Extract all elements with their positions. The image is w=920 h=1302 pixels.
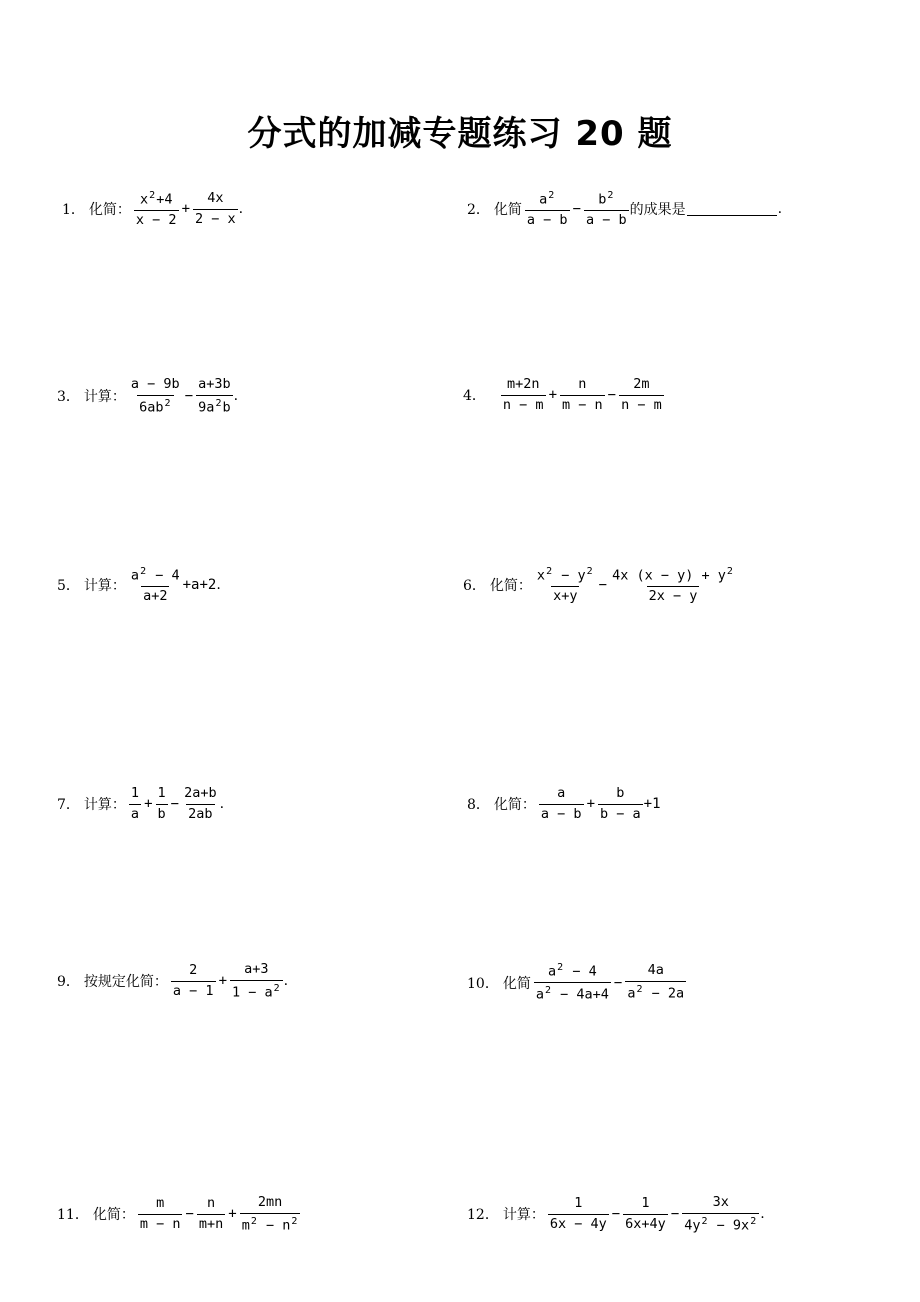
problem-number: 11． xyxy=(57,1207,89,1224)
period: . xyxy=(283,973,289,990)
period: . xyxy=(219,796,225,813)
fraction: $\frac{n}{m - n}$ xyxy=(562,376,603,413)
problem-tail: 的成果是 xyxy=(629,202,686,219)
problem-label: 计算： xyxy=(83,389,126,406)
problem-1 xyxy=(62,190,243,229)
problem-tail: +a+2 xyxy=(182,577,217,594)
plus-operator: + xyxy=(181,201,190,218)
problem-label: 化简： xyxy=(493,797,536,814)
problem-label: 化简： xyxy=(88,202,131,219)
fraction: $\frac{n}{m+n}$ xyxy=(198,1195,224,1232)
period: . xyxy=(760,1206,765,1223)
fraction: $\frac{2mn}{m^2 - n^2}$ xyxy=(240,1195,301,1234)
minus-operator: − xyxy=(670,1206,680,1223)
problem-label: 计算： xyxy=(83,797,126,814)
answer-blank[interactable] xyxy=(687,203,777,216)
minus-operator: − xyxy=(611,1206,621,1223)
fraction: $\frac{x^2+4}{x - 2}$ xyxy=(135,190,177,229)
problem-2 xyxy=(467,190,782,229)
fraction: $\frac{4x (x - y) + y^2}{2x - y}$ xyxy=(612,566,733,605)
fraction: $\frac{1}{6x+4y}$ xyxy=(625,1195,666,1232)
fraction: $\frac{a - 9b}{6ab^2}$ xyxy=(130,376,180,416)
problem-label: 计算： xyxy=(502,1207,545,1224)
problem-tail: +1 xyxy=(643,796,661,813)
problem-11 xyxy=(57,1195,301,1234)
problem-label: 按规定化简： xyxy=(83,974,168,991)
fraction: $\frac{a+3}{1 - a^2}$ xyxy=(230,962,283,1001)
problem-4 xyxy=(463,377,665,413)
fraction: $\frac{a+3b}{9a^2b}$ xyxy=(198,376,231,416)
problem-number: 9． xyxy=(57,974,80,991)
minus-operator: − xyxy=(598,577,608,594)
plus-operator: + xyxy=(548,387,557,404)
problem-number: 1． xyxy=(62,202,85,219)
problem-number: 5． xyxy=(57,578,80,595)
minus-operator: − xyxy=(184,388,194,405)
fraction: $\frac{1}{b}$ xyxy=(157,785,166,822)
fraction: $\frac{b}{b - a}$ xyxy=(600,785,641,822)
problem-label: 化简 xyxy=(493,202,522,219)
problem-6 xyxy=(463,566,737,605)
fraction: $\frac{2}{a - 1}$ xyxy=(172,962,214,999)
period: . xyxy=(216,577,221,594)
problem-3 xyxy=(57,377,238,416)
period: . xyxy=(777,201,783,218)
problem-label: 化简： xyxy=(489,578,532,595)
problem-label: 化简： xyxy=(92,1207,135,1224)
problem-number: 6． xyxy=(463,578,486,595)
problem-number: 12． xyxy=(467,1207,499,1224)
plus-operator: + xyxy=(228,1206,237,1223)
fraction: $\frac{m}{m - n}$ xyxy=(139,1195,181,1232)
fraction: $\frac{m+2n}{n - m}$ xyxy=(502,376,544,413)
plus-operator: + xyxy=(218,973,227,990)
page-title: 分式的加减专题练习 20 题 xyxy=(247,114,673,154)
problem-8 xyxy=(467,786,661,822)
problem-label: 化简 xyxy=(502,975,531,992)
fraction: $\frac{b^2}{a - b}$ xyxy=(586,190,627,229)
fraction: $\frac{1}{6x - 4y}$ xyxy=(549,1195,607,1232)
fraction: $\frac{2m}{n - m}$ xyxy=(621,376,662,413)
minus-operator: − xyxy=(607,387,617,404)
minus-operator: − xyxy=(185,1206,194,1223)
fraction: $\frac{a^2 - 4}{a^2 - 4a+4}$ xyxy=(535,962,609,1003)
problem-number: 4． xyxy=(463,388,486,405)
problem-number: 10． xyxy=(467,975,499,992)
fraction: $\frac{1}{a}$ xyxy=(130,785,140,822)
problem-12 xyxy=(467,1195,765,1234)
problem-5 xyxy=(57,566,221,605)
minus-operator: − xyxy=(572,201,581,218)
problem-number: 2． xyxy=(467,202,490,219)
fraction: $\frac{3x}{4y^2 - 9x^2}$ xyxy=(682,1195,759,1234)
fraction: $\frac{4a}{a^2 - 2a}$ xyxy=(627,962,685,1002)
problem-10 xyxy=(467,962,687,1003)
period: . xyxy=(238,201,244,218)
minus-operator: − xyxy=(170,796,180,813)
problem-7 xyxy=(57,786,224,822)
fraction: $\frac{x^2 - y^2}{x+y}$ xyxy=(536,566,593,605)
problem-number: 3． xyxy=(57,389,80,406)
problem-number: 7． xyxy=(57,797,80,814)
problem-number: 8． xyxy=(467,797,490,814)
fraction: $\frac{a^2}{a - b}$ xyxy=(526,190,568,229)
minus-operator: − xyxy=(613,974,623,991)
plus-operator: + xyxy=(586,796,595,813)
fraction: $\frac{a^2 - 4}{a+2}$ xyxy=(130,566,180,605)
problem-label: 计算： xyxy=(83,578,126,595)
fraction: $\frac{2a+b}{2ab}$ xyxy=(184,785,217,822)
fraction: $\frac{4x}{2 - x}$ xyxy=(195,190,236,227)
plus-operator: + xyxy=(144,796,153,813)
fraction: $\frac{a}{a - b}$ xyxy=(540,785,582,822)
problem-9 xyxy=(57,962,288,1001)
period: . xyxy=(233,388,239,405)
